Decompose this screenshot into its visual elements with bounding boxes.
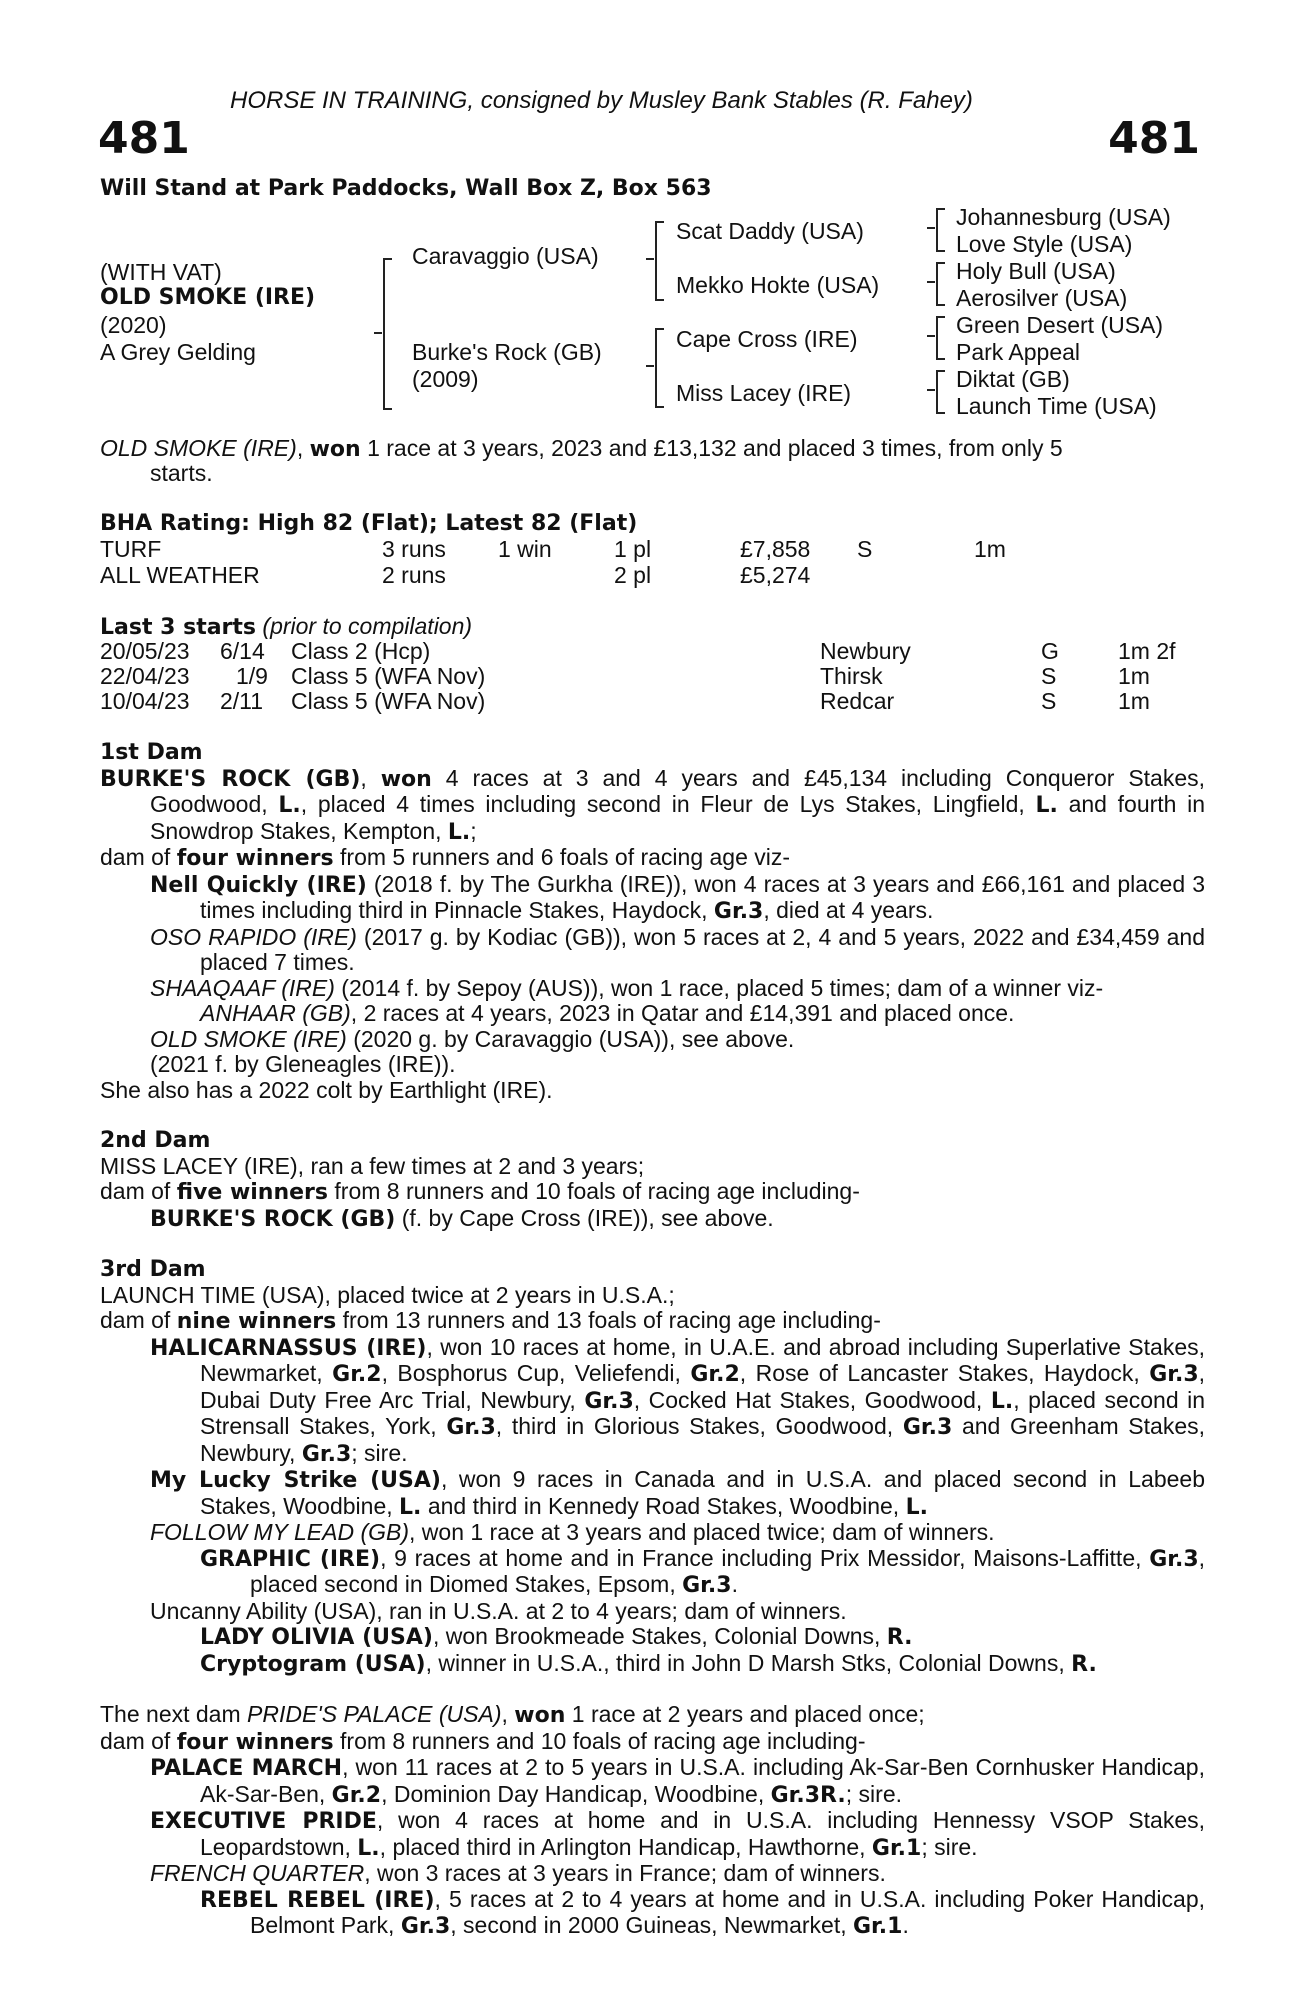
runs: 2 runs [382, 562, 446, 588]
pedigree-brace [383, 258, 392, 410]
vat-note: (WITH VAT) [100, 259, 222, 285]
first-dam-produce-summary: dam of four winners from 5 runners and 6 foals of racing age viz- [100, 844, 791, 871]
start-distance: 1m [1118, 663, 1150, 689]
produce-entry: Uncanny Ability (USA), ran in U.S.A. at 2 to 4 years; dam of winners. [150, 1597, 847, 1624]
prize: £7,858 [740, 536, 811, 562]
start-position: 1/9 [236, 663, 268, 689]
start-going: S [1041, 663, 1057, 689]
produce-entry: LADY OLIVIA (USA), won Brookmeade Stakes, Colonial Downs, R. [200, 1623, 913, 1650]
wins: 1 win [498, 536, 552, 562]
next-dam-produce-summary: dam of four winners from 8 runners and 10 foals of racing age including- [100, 1727, 866, 1755]
start-going: S [1041, 688, 1057, 714]
brace-point [646, 258, 654, 260]
second-dam-heading: 2nd Dam [100, 1128, 211, 1153]
start-date: 22/04/23 [100, 663, 190, 689]
gen4-brace [936, 262, 945, 306]
dam-name: Burke's Rock (GB) [412, 339, 602, 365]
gen4-ancestor: Aerosilver (USA) [956, 285, 1128, 311]
last-starts-title: Last 3 starts [100, 615, 257, 640]
produce-entry: EXECUTIVE PRIDE, won 4 races at home and in U.S.A. including Hennessy VSOP Stakes, Leopardstown, L., placed third in Arlington Handicap, Hawthorne, Gr.1; sire. [150, 1807, 1205, 1861]
bha-rating: BHA Rating: High 82 (Flat); Latest 82 (Flat) [100, 511, 638, 536]
first-dam-heading: 1st Dam [100, 740, 203, 765]
runs: 3 runs [382, 536, 446, 562]
produce-entry: SHAAQAAF (IRE) (2014 f. by Sepoy (AUS)), won 1 race, placed 5 times; dam of a winner viz- [150, 974, 1104, 1001]
grandsire-maternal: Cape Cross (IRE) [676, 326, 858, 352]
gen4-brace [936, 316, 945, 360]
dam-brace [655, 328, 664, 408]
first-dam-record: BURKE'S ROCK (GB), won 4 races at 3 and 4 years and £45,134 including Conqueror Stakes, Goodwood, L., placed 4 times including second in Fleur de Lys Stakes, Lingfield, L. and fourth in Snowdrop Stakes, Kempton, L.; [100, 764, 1206, 845]
second-dam-produce-summary: dam of five winners from 8 runners and 10 foals of racing age including- [100, 1178, 860, 1205]
start-race: Class 2 (Hcp) [291, 638, 431, 664]
brace-point [927, 389, 935, 391]
horse-name: OLD SMOKE (IRE) [100, 285, 316, 310]
dam-sections [100, 740, 1205, 1940]
produce-entry: My Lucky Strike (USA), won 9 races in Canada and in U.S.A. and placed second in Labeeb Stakes, Woodbine, L. and third in Kennedy Road Stakes, Woodbine, L. [150, 1466, 1205, 1520]
produce-entry: OLD SMOKE (IRE) (2020 g. by Caravaggio (USA)), see above. [150, 1025, 795, 1052]
gen4-ancestor: Holy Bull (USA) [956, 258, 1116, 284]
last-starts-heading [100, 613, 472, 641]
start-date: 20/05/23 [100, 638, 190, 664]
summary-text: 1 race at 3 years, 2023 and £13,132 and placed 3 times, from only 5 [367, 435, 1063, 461]
grandsire-paternal: Scat Daddy (USA) [676, 218, 864, 244]
catalogue-heading: HORSE IN TRAINING, consigned by Musley Bank Stables (R. Fahey) [230, 87, 973, 114]
won-label: won [309, 437, 361, 462]
start-race: Class 5 (WFA Nov) [291, 688, 486, 714]
third-dam-heading: 3rd Dam [100, 1257, 206, 1282]
produce-entry: FRENCH QUARTER, won 3 races at 3 years in France; dam of winners. [150, 1860, 886, 1886]
race-summary: OLD SMOKE (IRE), won 1 race at 3 years, 2023 and £13,132 and placed 3 times, from only 5 [100, 435, 1063, 462]
start-going: G [1041, 638, 1059, 664]
third-dam-record: LAUNCH TIME (USA), placed twice at 2 years in U.S.A.; [100, 1281, 675, 1308]
granddam-maternal: Miss Lacey (IRE) [676, 380, 852, 406]
placed: 2 pl [614, 562, 652, 588]
gen4-ancestor: Launch Time (USA) [956, 393, 1157, 419]
summary-horse-name: OLD SMOKE (IRE) [100, 435, 297, 461]
sire-brace [655, 221, 664, 301]
summary-continuation: starts. [150, 460, 213, 486]
surface: TURF [100, 536, 162, 562]
start-race: Class 5 (WFA Nov) [291, 663, 486, 689]
produce-entry: ANHAAR (GB), 2 races at 4 years, 2023 in Qatar and £14,391 and placed once. [200, 1000, 1015, 1026]
start-date: 10/04/23 [100, 688, 190, 714]
start-distance: 1m [1118, 688, 1150, 714]
start-distance: 1m 2f [1118, 638, 1176, 664]
produce-entry: REBEL REBEL (IRE), 5 races at 2 to 4 years at home and in U.S.A. including Poker Handicap, Belmont Park, Gr.3, second in 2000 Guineas, Newmarket, Gr.1. [200, 1885, 1206, 1939]
stable-location: Will Stand at Park Paddocks, Wall Box Z, Box 563 [100, 176, 712, 201]
gen4-ancestor: Diktat (GB) [956, 366, 1070, 392]
gen4-ancestor: Johannesburg (USA) [956, 204, 1171, 230]
foaling-year: (2020) [100, 312, 167, 338]
brace-point [374, 332, 382, 334]
gen4-brace [936, 208, 945, 252]
produce-entry: Nell Quickly (IRE) (2018 f. by The Gurkha (IRE)), won 4 races at 3 years and £66,161 and placed 3 times including third in Pinnacle Stakes, Haydock, Gr.3, died at 4 years. [150, 870, 1205, 924]
brace-point [927, 335, 935, 337]
produce-entry: PALACE MARCH, won 11 races at 2 to 5 years in U.S.A. including Ak-Sar-Ben Cornhusker Handicap, Ak-Sar-Ben, Gr.2, Dominion Day Handicap, Woodbine, Gr.3R.; sire. [150, 1754, 1205, 1808]
gen4-ancestor: Green Desert (USA) [956, 312, 1164, 338]
distance: 1m [974, 536, 1006, 562]
sire-name: Caravaggio (USA) [412, 243, 599, 269]
brace-point [646, 365, 654, 367]
produce-entry: HALICARNASSUS (IRE), won 10 races at home, in U.A.E. and abroad including Superlative Stakes, Newmarket, Gr.2, Bosphorus Cup, Veliefendi, Gr.2, Rose of Lancaster Stakes, Haydock, Gr.3, Dubai Duty Free Arc Trial, Newbury, Gr.3, Cocked Hat Stakes, Goodwood, L., placed second in Strensall Stakes, York, Gr.3, third in Glorious Stakes, Goodwood, Gr.3 and Greenham Stakes, Newbury, Gr.3; sire. [150, 1333, 1206, 1467]
produce-entry: BURKE'S ROCK (GB) (f. by Cape Cross (IRE)), see above. [150, 1204, 774, 1232]
produce-entry: OSO RAPIDO (IRE) (2017 g. by Kodiac (GB)), won 5 races at 2, 4 and 5 years, 2022 and £34,459 and placed 7 times. [150, 923, 1205, 975]
brace-point [927, 227, 935, 229]
brace-point [927, 281, 935, 283]
start-course: Thirsk [820, 663, 883, 689]
surface: ALL WEATHER [100, 562, 260, 588]
produce-entry: (2021 f. by Gleneagles (IRE)). [150, 1051, 456, 1077]
last-starts-note: (prior to compilation) [262, 613, 473, 639]
second-dam-record: MISS LACEY (IRE), ran a few times at 2 and 3 years; [100, 1152, 645, 1179]
start-course: Redcar [820, 688, 895, 714]
next-dam-record: The next dam PRIDE'S PALACE (USA), won 1 race at 2 years and placed once; [100, 1701, 925, 1728]
prize: £5,274 [740, 562, 811, 588]
start-position: 2/11 [220, 688, 264, 714]
going: S [857, 536, 873, 562]
start-course: Newbury [820, 638, 911, 664]
produce-note: She also has a 2022 colt by Earthlight (IRE). [100, 1076, 553, 1103]
gen4-brace [936, 370, 945, 414]
third-dam-produce-summary: dam of nine winners from 13 runners and 13 foals of racing age including- [100, 1307, 881, 1334]
placed: 1 pl [614, 536, 652, 562]
produce-entry: GRAPHIC (IRE), 9 races at home and in France including Prix Messidor, Maisons-Laffitte, Gr.3, placed second in Diomed Stakes, Epsom, Gr.3. [200, 1544, 1206, 1598]
gen4-ancestor: Love Style (USA) [956, 231, 1133, 257]
horse-description: A Grey Gelding [100, 339, 256, 365]
produce-entry: Cryptogram (USA), winner in U.S.A., third in John D Marsh Stks, Colonial Downs, R. [200, 1649, 1097, 1677]
granddam-paternal: Mekko Hokte (USA) [676, 272, 880, 298]
lot-number-left: 481 [98, 113, 190, 164]
gen4-ancestor: Park Appeal [956, 339, 1081, 365]
dam-year: (2009) [412, 366, 479, 392]
lot-number-right: 481 [1108, 113, 1200, 164]
start-position: 6/14 [220, 638, 265, 664]
produce-entry: FOLLOW MY LEAD (GB), won 1 race at 3 years and placed twice; dam of winners. [150, 1519, 995, 1545]
